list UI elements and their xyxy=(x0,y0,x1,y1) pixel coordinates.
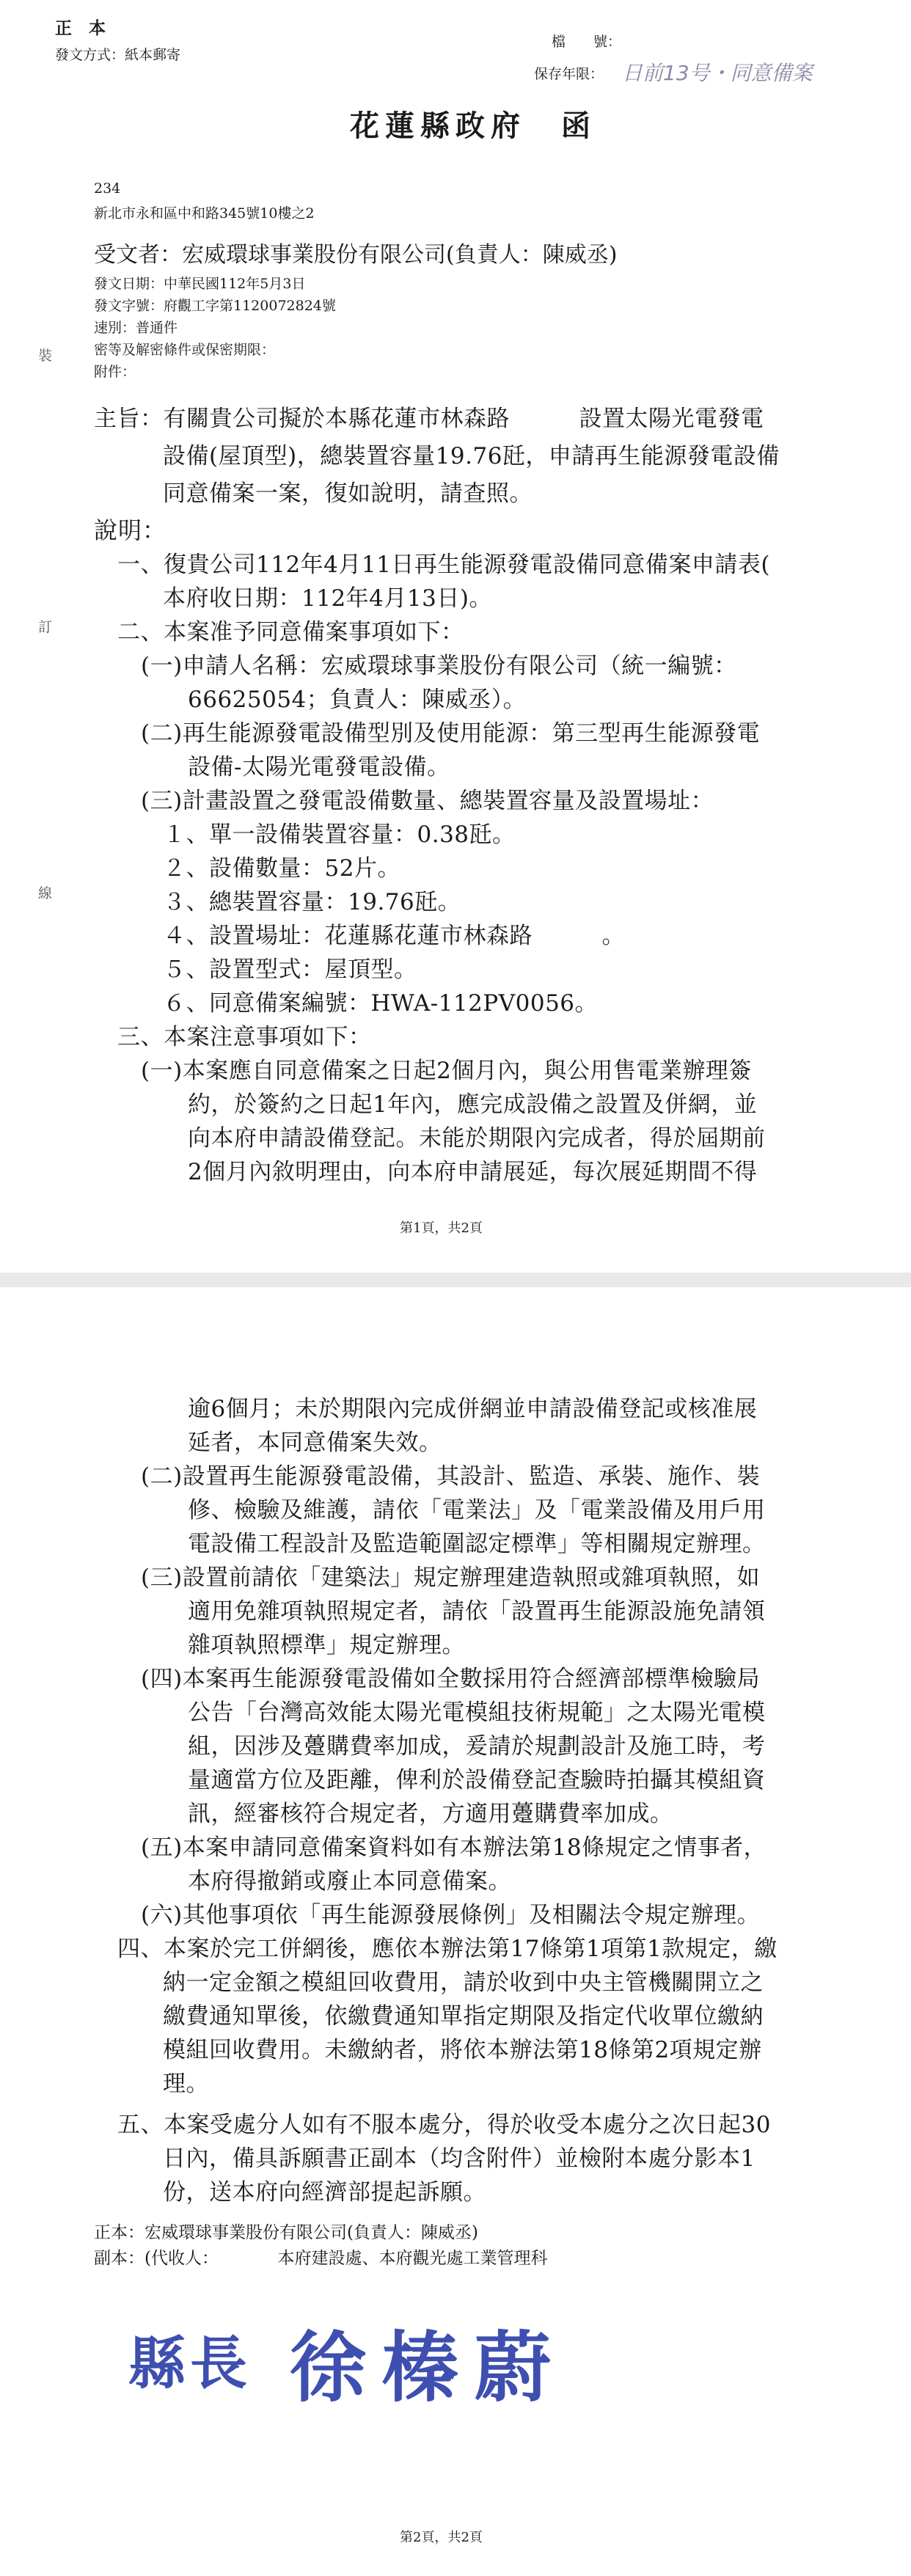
paragraph-line: (三)計畫設置之發電設備數量、總裝置容量及設置場址： xyxy=(141,788,714,814)
paragraph-line: 2個月內敘明理由，向本府申請展延，每次展延期間不得 xyxy=(188,1159,758,1185)
paragraph-line: (四)本案再生能源發電設備如全數採用符合經濟部標準檢驗局 xyxy=(141,1666,761,1692)
document-page-1 xyxy=(0,0,911,1273)
postcode: 234 xyxy=(94,180,121,197)
paragraph-line: 訊，經審核符合規定者，方適用躉購費率加成。 xyxy=(188,1801,673,1827)
paragraph-line: 二、本案准予同意備案事項如下： xyxy=(117,619,464,645)
seal-name: 徐榛蔚 xyxy=(290,2322,568,2412)
paragraph-line: 本府收日期：112年4月13日)。 xyxy=(163,585,492,612)
send-method: 發文方式：紙本郵寄 xyxy=(55,47,181,63)
paragraph-line: 份，送本府向經濟部提起訴願。 xyxy=(163,2179,486,2206)
subject-line-3: 同意備案一案，復如說明，請查照。 xyxy=(163,480,533,507)
confidentiality: 密等及解密條件或保密期限： xyxy=(94,342,276,358)
copy-type-label: 正 本 xyxy=(55,18,106,38)
page-separator xyxy=(0,1273,911,1287)
agency-title: 花蓮縣政府 函 xyxy=(350,109,596,143)
attachment-label: 附件： xyxy=(94,364,136,380)
paragraph-line: 三、本案注意事項如下： xyxy=(117,1024,372,1050)
paragraph-line: (三)設置前請依「建築法」規定辦理建造執照或雜項執照，如 xyxy=(141,1565,761,1591)
paragraph-line: 四、本案於完工併網後，應依本辦法第17條第1項第1款規定，繳 xyxy=(117,1936,778,1962)
seal-title: 縣長 xyxy=(128,2330,252,2397)
paragraph-line: １、單一設備裝置容量：0.38瓩。 xyxy=(163,822,516,848)
paragraph-line: 雜項執照標準」規定辦理。 xyxy=(188,1632,465,1658)
speed-class: 速別：普通件 xyxy=(94,320,178,336)
original-recipient: 正本：宏威環球事業股份有限公司(負責人：陳威丞) xyxy=(94,2223,478,2242)
paragraph-line: 適用免雜項執照規定者，請依「設置再生能源設施免請領 xyxy=(188,1598,766,1625)
paragraph-line: 日內，備具訴願書正副本（均含附件）並檢附本處分影本1 xyxy=(163,2145,755,2172)
binding-mark-1: 裝 xyxy=(38,348,53,364)
paragraph-line: 約，於簽約之日起1年內，應完成設備之設置及併網，並 xyxy=(188,1091,758,1118)
recipient-address: 新北市永和區中和路345號10樓之2 xyxy=(94,205,315,222)
paragraph-line: 繳費通知單後，依繳費通知單指定期限及指定代收單位繳納 xyxy=(163,2003,764,2030)
paragraph-line: ５、設置型式：屋頂型。 xyxy=(163,956,417,983)
magistrate-seal xyxy=(88,2296,822,2412)
paragraph-line: 本府得撤銷或廢止本同意備案。 xyxy=(188,1868,511,1895)
paragraph-line: ２、設備數量：52片。 xyxy=(163,855,400,882)
paragraph-line: ３、總裝置容量：19.76瓩。 xyxy=(163,889,461,915)
paragraph-line: 逾6個月；未於期限內完成併網並申請設備登記或核准展 xyxy=(188,1396,758,1422)
paragraph-line: 理。 xyxy=(163,2071,209,2097)
explanation-label: 說明： xyxy=(94,516,167,544)
document-page-2 xyxy=(0,1287,911,2576)
paragraph-line: (一)本案應自同意備案之日起2個月內，與公用售電業辦理簽 xyxy=(141,1058,752,1084)
paragraph-line: 模組回收費用。未繳納者，將依本辦法第18條第2項規定辦 xyxy=(163,2037,762,2063)
paragraph-line: 量適當方位及距離，俾利於設備登記查驗時拍攝其模組資 xyxy=(188,1767,766,1793)
paragraph-line: ６、同意備案編號：HWA-112PV0056。 xyxy=(163,990,599,1017)
paragraph-line: (五)本案申請同意備案資料如有本辦法第18條規定之情事者， xyxy=(141,1834,767,1861)
retention-label: 保存年限： xyxy=(534,66,604,82)
page-footer: 第2頁，共2頁 xyxy=(400,2530,483,2545)
paragraph-line: ４、設置場址：花蓮縣花蓮市林森路 。 xyxy=(163,923,625,949)
page-footer: 第1頁，共2頁 xyxy=(400,1221,483,1236)
paragraph-line: 電設備工程設計及監造範圍認定標準」等相關規定辦理。 xyxy=(188,1531,766,1557)
paragraph-line: (六)其他事項依「再生能源發展條例」及相關法令規定辦理。 xyxy=(141,1902,761,1928)
paragraph-line: 延者，本同意備案失效。 xyxy=(188,1430,442,1456)
paragraph-line: 設備-太陽光電發電設備。 xyxy=(188,754,450,780)
paragraph-line: 組，因涉及躉購費率加成，爰請於規劃設計及施工時，考 xyxy=(188,1733,766,1760)
paragraph-line: (一)申請人名稱：宏威環球事業股份有限公司（統一編號： xyxy=(141,653,737,679)
issue-date: 發文日期：中華民國112年5月3日 xyxy=(94,276,306,292)
paragraph-line: 66625054；負責人：陳威丞）。 xyxy=(188,687,527,713)
paragraph-line: 公告「台灣高效能太陽光電模組技術規範」之太陽光電模 xyxy=(188,1699,766,1726)
paragraph-line: (二)設置再生能源發電設備，其設計、監造、承裝、施作、裝 xyxy=(141,1463,761,1490)
paragraph-line: 向本府申請設備登記。未能於期限內完成者，得於屆期前 xyxy=(188,1125,766,1152)
paragraph-line: 修、檢驗及維護，請依「電業法」及「電業設備及用戶用 xyxy=(188,1497,766,1523)
issue-number: 發文字號：府觀工字第1120072824號 xyxy=(94,298,336,314)
paragraph-line: (二)再生能源發電設備型別及使用能源：第三型再生能源發電 xyxy=(141,720,761,747)
handwritten-note: 日前13号・同意備案 xyxy=(622,61,813,85)
recipient: 受文者：宏威環球事業股份有限公司(負責人：陳威丞) xyxy=(94,242,618,268)
binding-mark-2: 訂 xyxy=(38,619,53,635)
binding-mark-3: 線 xyxy=(38,885,53,901)
subject-line-1: 主旨：有關貴公司擬於本縣花蓮市林森路 設置太陽光電發電 xyxy=(94,406,764,432)
file-no-label: 檔 號： xyxy=(552,34,622,50)
paragraph-line: 一、復貴公司112年4月11日再生能源發電設備同意備案申請表( xyxy=(117,552,770,578)
subject-line-2: 設備(屋頂型)，總裝置容量19.76瓩，申請再生能源發電設備 xyxy=(163,443,780,469)
paragraph-line: 五、本案受處分人如有不服本處分，得於收受本處分之次日起30 xyxy=(117,2112,771,2138)
copy-recipients: 副本：(代收人： 本府建設處、本府觀光處工業管理科 xyxy=(94,2249,548,2268)
paragraph-line: 納一定金額之模組回收費用，請於收到中央主管機關開立之 xyxy=(163,1969,764,1996)
